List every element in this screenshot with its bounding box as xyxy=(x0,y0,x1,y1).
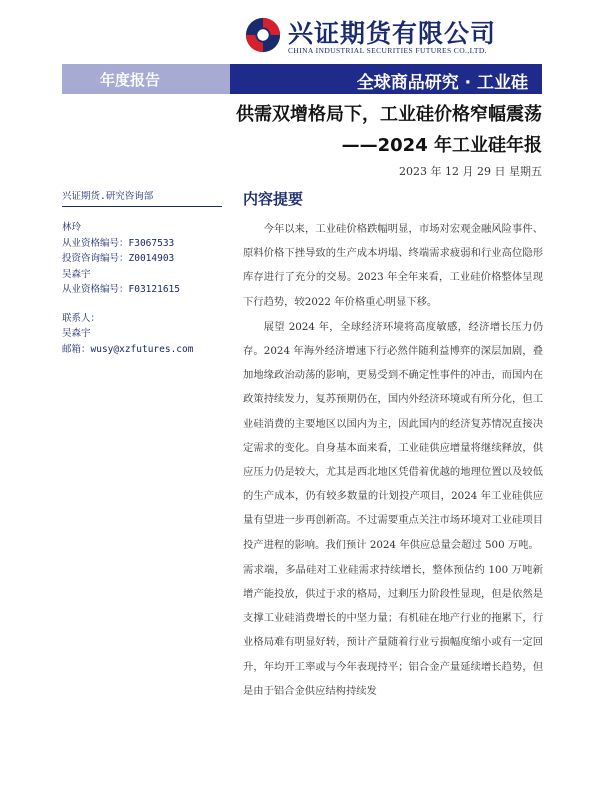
header-band xyxy=(62,64,542,94)
contact-name: 吴森宇 xyxy=(62,328,91,339)
analyst-line: 从业资格编号：F03121615 xyxy=(62,284,180,295)
report-type: 年度报告 xyxy=(100,71,161,89)
sidebar xyxy=(62,188,222,357)
company-name-en: CHINA INDUSTRIAL SECURITIES FUTURES CO.,LTD. xyxy=(288,46,487,55)
company-logo xyxy=(244,14,544,64)
report-date: 2023 年 12 月 29 日 星期五 xyxy=(399,165,542,178)
research-area: 全球商品研究 · 工业硅 xyxy=(356,73,528,93)
report-subtitle: ——2024 年工业硅年报 xyxy=(341,135,542,156)
summary-paragraph: 展望 2024 年，全球经济环境将高度敏感，经济增长压力仍存。2024 年海外经济增速下行必然伴随利益博弈的深层加剧，叠加地缘政治动荡的影响，更易受到不确定性事件的冲击，而国内在政策持续发力，复苏预期仍在，国内外经济环境或有所分化，但工业硅消费的主要地区以国内为主，因此国内的经济复苏情况直接决定需求的变化。自身基本面来看，工业硅供应增量将继续释放，供应压力仍是较大，尤其是西北地区凭借着优越的地理位置以及较低的生产成本，仍有较多数量的计划投产项目，2024 年工业硅供应量有望进一步再创新高。不过需要重点关注市场环境对工业硅项目投产进程的影响。我们预计 2024 年供应总量会超过 500 万吨。 xyxy=(243,320,543,551)
summary-title: 内容提要 xyxy=(243,190,304,208)
analyst-line: 从业资格编号：F3067533 xyxy=(62,237,175,249)
analyst-line: 投资咨询编号：Z0014903 xyxy=(62,253,175,264)
report-type-box xyxy=(62,64,230,94)
analyst-line: 林玲 xyxy=(62,222,82,233)
summary-paragraph: 今年以来，工业硅价格跌幅明显，市场对宏观金融风险事件、原料价格下挫导致的生产成本坍塌、终端需求疲弱和行业高位隐形库存进行了充分的交易。2023 年全年来看，工业硅价格整体呈现下行趋势，较2022 年价格重心明显下移。 xyxy=(243,223,543,308)
research-area-box xyxy=(230,64,542,94)
contact-email[interactable]: 邮箱：wusy@xzfutures.com xyxy=(62,343,194,355)
summary-section xyxy=(243,188,543,704)
report-title: 供需双增格局下，工业硅价格窄幅震荡 xyxy=(236,104,542,125)
sidebar-org: 兴证期货.研究咨询部 xyxy=(62,188,222,207)
summary-paragraph: 需求端，多晶硅对工业硅需求持续增长，整体预估约 100 万吨新增产能投放，供过于求的格局，过剩压力阶段性显现，但是依然是支撑工业硅消费增长的中坚力量；有机硅在地产行业的拖累下，行业格局难有明显好转，预计产量随着行业亏损幅度缩小或有一定回升，年均开工率或与今年表现持平；铝合金产量延续增长趋势，但是由于铝合金供应结构持续发 xyxy=(243,563,543,697)
company-name-cn: 兴证期货有限公司 xyxy=(288,19,497,48)
analyst-line: 吴森宇 xyxy=(62,268,91,280)
contact-label: 联系人： xyxy=(62,312,101,324)
company-logo-icon xyxy=(244,16,282,54)
